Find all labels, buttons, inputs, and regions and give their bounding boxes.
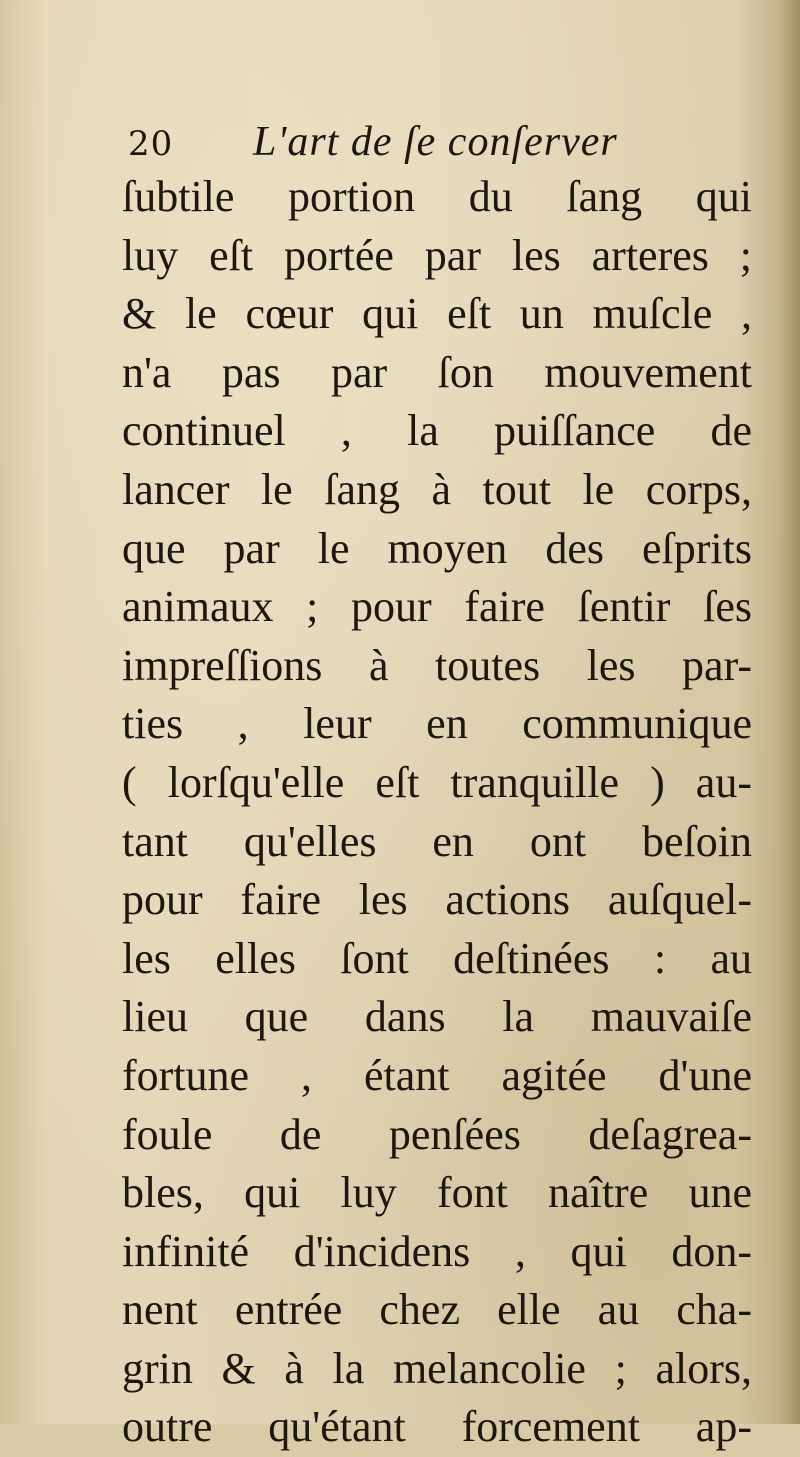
- text-line: outre qu'étant forcement ap-: [122, 1402, 752, 1452]
- text-line: animaux ; pour faire ſentir ſes: [122, 582, 752, 632]
- running-header: [128, 118, 748, 168]
- text-line: foule de penſées deſagrea-: [122, 1109, 752, 1159]
- text-line: ties , leur en communique: [122, 699, 752, 749]
- text-line: tant qu'elles en ont beſoin: [122, 816, 752, 866]
- text-line: lieu que dans la mauvaiſe: [122, 992, 752, 1042]
- text-line: fortune , étant agitée d'une: [122, 1050, 752, 1100]
- page-number: 20: [128, 124, 174, 164]
- text-line: impreſſions à toutes les par-: [122, 640, 752, 690]
- text-line: luy eſt portée par les arteres ;: [122, 230, 752, 280]
- text-line: pour faire les actions auſquel-: [122, 875, 752, 925]
- text-line: ſubtile portion du ſang qui: [122, 172, 752, 221]
- text-line: les elles ſont deſtinées : au: [122, 933, 752, 983]
- body-text: [122, 168, 752, 1457]
- text-line: bles, qui luy font naître une: [122, 1168, 752, 1218]
- text-line: grin & à la melancolie ; alors,: [122, 1343, 752, 1393]
- text-line: que par le moyen des eſprits: [122, 523, 752, 573]
- text-line: lancer le ſang à tout le corps,: [122, 464, 752, 514]
- text-line: infinité d'incidens , qui don-: [122, 1226, 752, 1276]
- page-edge-shadow: [778, 0, 800, 1424]
- running-title: L'art de ſe conſerver: [253, 119, 618, 165]
- text-line: & le cœur qui eſt un muſcle ,: [122, 289, 752, 339]
- text-line: nent entrée chez elle au cha-: [122, 1285, 752, 1335]
- text-line: continuel , la puiſſance de: [122, 406, 752, 456]
- text-line: ( lorſqu'elle eſt tranquille ) au-: [122, 757, 752, 807]
- text-line: n'a pas par ſon mouvement: [122, 347, 752, 397]
